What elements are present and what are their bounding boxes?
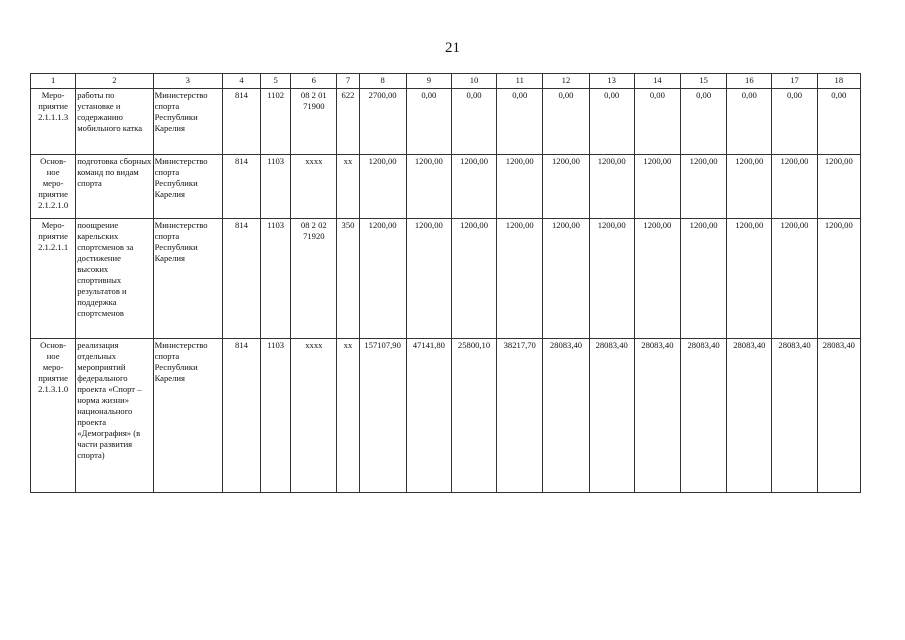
csr-cell: хххх xyxy=(291,339,337,493)
header-cell: 2 xyxy=(76,74,153,89)
executor-cell: Министерство спорта Республики Карелия xyxy=(153,155,222,219)
value-cell: 0,00 xyxy=(727,89,772,155)
grbs-cell: 814 xyxy=(222,339,260,493)
header-cell: 13 xyxy=(589,74,634,89)
value-cell: 1200,00 xyxy=(497,155,543,219)
header-cell: 12 xyxy=(543,74,589,89)
grbs-cell: 814 xyxy=(222,155,260,219)
header-cell: 15 xyxy=(681,74,727,89)
value-cell: 28083,40 xyxy=(543,339,589,493)
header-cell: 7 xyxy=(337,74,359,89)
header-cell: 6 xyxy=(291,74,337,89)
name-cell: работы по установке и содержанию мобильного катка xyxy=(76,89,153,155)
status-cell: Меро- приятие 2.1.2.1.1 xyxy=(31,219,76,339)
value-cell: 1200,00 xyxy=(451,219,496,339)
csr-cell: 08 2 01 71900 xyxy=(291,89,337,155)
value-cell: 0,00 xyxy=(772,89,817,155)
header-cell: 5 xyxy=(261,74,291,89)
value-cell: 157107,90 xyxy=(359,339,406,493)
name-cell: реализация отдельных мероприятий федерального проекта «Спорт – норма жизни» национального проекта «Демография» (в части развития спорта) xyxy=(76,339,153,493)
rzpr-cell: 1103 xyxy=(261,155,291,219)
value-cell: 1200,00 xyxy=(589,219,634,339)
value-cell: 2700,00 xyxy=(359,89,406,155)
value-cell: 38217,70 xyxy=(497,339,543,493)
csr-cell: 08 2 02 71920 xyxy=(291,219,337,339)
value-cell: 1200,00 xyxy=(359,155,406,219)
rzpr-cell: 1103 xyxy=(261,219,291,339)
value-cell: 1200,00 xyxy=(817,155,860,219)
status-cell: Основ- ное меро- приятие 2.1.2.1.0 xyxy=(31,155,76,219)
header-cell: 4 xyxy=(222,74,260,89)
value-cell: 1200,00 xyxy=(543,155,589,219)
value-cell: 1200,00 xyxy=(543,219,589,339)
vr-cell: 622 xyxy=(337,89,359,155)
executor-cell: Министерство спорта Республики Карелия xyxy=(153,89,222,155)
name-cell: подготовка сборных команд по видам спорта xyxy=(76,155,153,219)
header-cell: 8 xyxy=(359,74,406,89)
value-cell: 25800,10 xyxy=(451,339,496,493)
value-cell: 1200,00 xyxy=(681,155,727,219)
vr-cell: 350 xyxy=(337,219,359,339)
name-cell: поощрение карельских спортсменов за достижение высоких спортивных результатов и поддержка спортсменов xyxy=(76,219,153,339)
header-cell: 16 xyxy=(727,74,772,89)
status-cell: Основ- ное меро- приятие 2.1.3.1.0 xyxy=(31,339,76,493)
vr-cell: хх xyxy=(337,339,359,493)
executor-cell: Министерство спорта Республики Карелия xyxy=(153,339,222,493)
value-cell: 0,00 xyxy=(406,89,451,155)
value-cell: 0,00 xyxy=(681,89,727,155)
header-cell: 3 xyxy=(153,74,222,89)
header-cell: 17 xyxy=(772,74,817,89)
value-cell: 1200,00 xyxy=(772,219,817,339)
table-row xyxy=(31,219,861,339)
grbs-cell: 814 xyxy=(222,89,260,155)
value-cell: 1200,00 xyxy=(634,219,680,339)
header-cell: 10 xyxy=(451,74,496,89)
value-cell: 1200,00 xyxy=(727,155,772,219)
value-cell: 1200,00 xyxy=(772,155,817,219)
table-row xyxy=(31,155,861,219)
value-cell: 1200,00 xyxy=(406,155,451,219)
value-cell: 0,00 xyxy=(817,89,860,155)
value-cell: 0,00 xyxy=(497,89,543,155)
value-cell: 0,00 xyxy=(451,89,496,155)
value-cell: 28083,40 xyxy=(681,339,727,493)
value-cell: 28083,40 xyxy=(634,339,680,493)
value-cell: 1200,00 xyxy=(406,219,451,339)
table-row xyxy=(31,339,861,493)
value-cell: 1200,00 xyxy=(681,219,727,339)
budget-table xyxy=(30,73,861,493)
rzpr-cell: 1103 xyxy=(261,339,291,493)
header-cell: 18 xyxy=(817,74,860,89)
grbs-cell: 814 xyxy=(222,219,260,339)
header-cell: 11 xyxy=(497,74,543,89)
value-cell: 28083,40 xyxy=(817,339,860,493)
header-cell: 9 xyxy=(406,74,451,89)
rzpr-cell: 1102 xyxy=(261,89,291,155)
value-cell: 1200,00 xyxy=(817,219,860,339)
value-cell: 1200,00 xyxy=(451,155,496,219)
header-row xyxy=(31,74,861,89)
value-cell: 28083,40 xyxy=(727,339,772,493)
header-cell: 1 xyxy=(31,74,76,89)
value-cell: 28083,40 xyxy=(772,339,817,493)
value-cell: 0,00 xyxy=(589,89,634,155)
value-cell: 28083,40 xyxy=(589,339,634,493)
value-cell: 1200,00 xyxy=(727,219,772,339)
value-cell: 1200,00 xyxy=(589,155,634,219)
value-cell: 0,00 xyxy=(543,89,589,155)
executor-cell: Министерство спорта Республики Карелия xyxy=(153,219,222,339)
csr-cell: хххх xyxy=(291,155,337,219)
page-number: 21 xyxy=(445,40,460,56)
value-cell: 1200,00 xyxy=(634,155,680,219)
value-cell: 47141,80 xyxy=(406,339,451,493)
status-cell: Меро- приятие 2.1.1.1.3 xyxy=(31,89,76,155)
value-cell: 1200,00 xyxy=(359,219,406,339)
table-row xyxy=(31,89,861,155)
value-cell: 0,00 xyxy=(634,89,680,155)
value-cell: 1200,00 xyxy=(497,219,543,339)
header-cell: 14 xyxy=(634,74,680,89)
vr-cell: хх xyxy=(337,155,359,219)
